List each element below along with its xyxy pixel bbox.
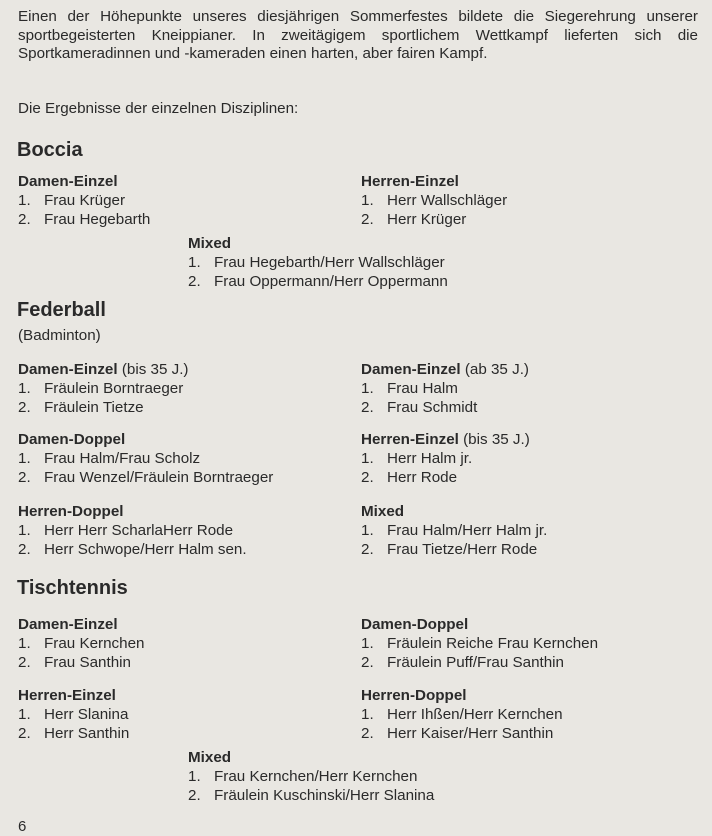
place-item: 2. Herr Krüger bbox=[361, 211, 467, 228]
placings-list bbox=[361, 521, 547, 559]
place-item: 1. Frau Halm bbox=[361, 380, 458, 397]
place-item: 1. Frau Kernchen/Herr Kernchen bbox=[188, 768, 418, 785]
discipline-heading: Herren-Einzel bbox=[18, 687, 116, 704]
intro-text bbox=[18, 8, 698, 64]
result-block bbox=[361, 172, 507, 229]
discipline-heading: Damen-Einzel (bis 35 J.) bbox=[18, 361, 189, 378]
result-block bbox=[361, 686, 563, 743]
discipline-heading: Herren-Doppel bbox=[18, 503, 124, 520]
place-item: 2. Frau Wenzel/Fräulein Borntraeger bbox=[18, 469, 274, 486]
place-item: 2. Herr Kaiser/Herr Santhin bbox=[361, 725, 554, 742]
discipline-heading: Mixed bbox=[188, 235, 232, 252]
discipline-heading: Mixed bbox=[188, 749, 232, 766]
place-item: 1. Herr Ihßen/Herr Kernchen bbox=[361, 706, 563, 723]
place-item: 1. Fräulein Borntraeger bbox=[18, 380, 184, 397]
place-item: 2. Fräulein Kuschinski/Herr Slanina bbox=[188, 787, 435, 804]
section-title-tischtennis: Tischtennis bbox=[17, 577, 128, 599]
result-block bbox=[18, 615, 144, 672]
placings-list bbox=[188, 253, 448, 291]
placings-list bbox=[18, 379, 189, 417]
discipline-heading: Herren-Einzel (bis 35 J.) bbox=[361, 431, 530, 448]
place-item: 2. Herr Rode bbox=[361, 469, 458, 486]
place-item: 2. Fräulein Puff/Frau Santhin bbox=[361, 654, 565, 671]
place-item: 2. Herr Schwope/Herr Halm sen. bbox=[18, 541, 247, 558]
section-title-boccia: Boccia bbox=[17, 139, 83, 161]
place-item: 2. Frau Santhin bbox=[18, 654, 131, 671]
discipline-heading: Damen-Einzel bbox=[18, 616, 118, 633]
result-block bbox=[188, 234, 448, 291]
placings-list bbox=[18, 705, 129, 743]
placings-list bbox=[18, 191, 150, 229]
place-item: 1. Herr Halm jr. bbox=[361, 450, 473, 467]
place-item: 2. Frau Tietze/Herr Rode bbox=[361, 541, 538, 558]
place-item: 1. Frau Hegebarth/Herr Wallschläger bbox=[188, 254, 445, 271]
discipline-heading: Damen-Doppel bbox=[361, 616, 469, 633]
result-block bbox=[18, 502, 247, 559]
place-item: 1. Frau Kernchen bbox=[18, 635, 145, 652]
result-block bbox=[18, 430, 273, 487]
place-item: 2. Herr Santhin bbox=[18, 725, 130, 742]
place-item: 1. Frau Krüger bbox=[18, 192, 126, 209]
place-item: 2. Frau Hegebarth bbox=[18, 211, 151, 228]
discipline-heading: Damen-Einzel (ab 35 J.) bbox=[361, 361, 529, 378]
discipline-heading: Herren-Doppel bbox=[361, 687, 467, 704]
place-item: 1. Herr Herr ScharlaHerr Rode bbox=[18, 522, 234, 539]
result-block bbox=[361, 430, 530, 487]
placings-list bbox=[361, 379, 529, 417]
discipline-heading: Damen-Einzel bbox=[18, 173, 118, 190]
place-item: 1. Herr Wallschläger bbox=[361, 192, 508, 209]
discipline-heading: Herren-Einzel bbox=[361, 173, 459, 190]
place-item: 2. Frau Schmidt bbox=[361, 399, 478, 416]
discipline-heading: Mixed bbox=[361, 503, 405, 520]
discipline-heading: Damen-Doppel bbox=[18, 431, 126, 448]
result-block bbox=[18, 360, 189, 417]
place-item: 1. Fräulein Reiche Frau Kernchen bbox=[361, 635, 599, 652]
place-item: 2. Frau Oppermann/Herr Oppermann bbox=[188, 273, 448, 290]
results-lead: Die Ergebnisse der einzelnen Disziplinen: bbox=[18, 100, 299, 117]
section-title-federball: Federball bbox=[17, 299, 106, 321]
placings-list bbox=[361, 634, 598, 672]
placings-list bbox=[361, 705, 563, 743]
place-item: 1. Frau Halm/Herr Halm jr. bbox=[361, 522, 548, 539]
place-item: 1. Herr Slanina bbox=[18, 706, 129, 723]
placings-list bbox=[188, 767, 434, 805]
page-number: 6 bbox=[18, 818, 27, 835]
result-block bbox=[18, 686, 129, 743]
placings-list bbox=[361, 191, 507, 229]
result-block bbox=[361, 360, 529, 417]
placings-list bbox=[361, 449, 530, 487]
result-block bbox=[361, 615, 598, 672]
result-block bbox=[188, 748, 434, 805]
result-block bbox=[361, 502, 547, 559]
result-block bbox=[18, 172, 150, 229]
section-subtitle: (Badminton) bbox=[18, 327, 101, 344]
place-item: 1. Frau Halm/Frau Scholz bbox=[18, 450, 201, 467]
placings-list bbox=[18, 634, 144, 672]
place-item: 2. Fräulein Tietze bbox=[18, 399, 144, 416]
placings-list bbox=[18, 521, 247, 559]
intro-paragraph: Einen der Höhepunkte unseres diesjährigen Sommerfestes bildete die Siegerehrung unserer sportbegeisterten Kneippianer. In zweitägigem sportlichem Wettkampf lieferten sich die Sportkameradinnen und -kameraden einen harten, aber fairen Kampf. bbox=[18, 8, 698, 62]
placings-list bbox=[18, 449, 273, 487]
